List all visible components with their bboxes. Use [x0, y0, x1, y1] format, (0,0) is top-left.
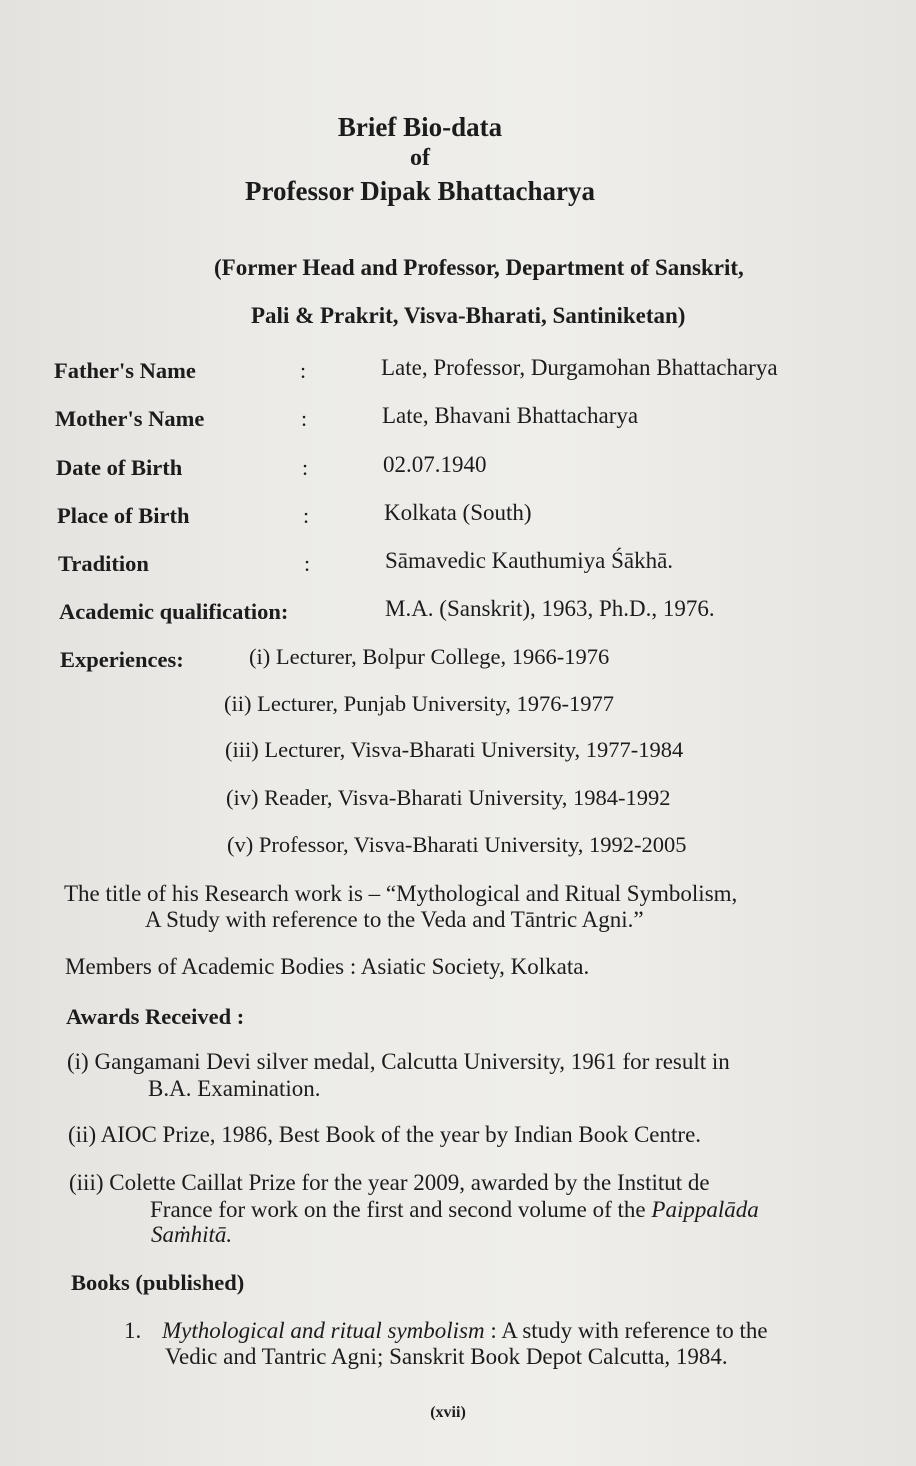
awards-heading: Awards Received :	[66, 1004, 245, 1029]
place-of-birth-colon: :	[303, 503, 310, 528]
book-1-line-2: Vedic and Tantric Agni; Sanskrit Book Depot Calcutta, 1984.	[165, 1344, 728, 1369]
award-3-line-2-italic: Paippalāda	[651, 1197, 759, 1222]
award-3-line-2	[150, 1197, 759, 1223]
title-line-2: of	[410, 145, 430, 171]
date-of-birth-colon: :	[302, 455, 309, 480]
award-2: (ii) AIOC Prize, 1986, Best Book of the year by Indian Book Centre.	[68, 1122, 702, 1147]
affiliation-line-1: (Former Head and Professor, Department of Sanskrit,	[214, 255, 744, 280]
award-3-line-1: (iii) Colette Caillat Prize for the year 2009, awarded by the Institut de	[69, 1170, 710, 1195]
award-1-line-2: B.A. Examination.	[148, 1076, 321, 1101]
book-1-line-1	[162, 1318, 768, 1344]
academic-qualification-value: M.A. (Sanskrit), 1963, Ph.D., 1976.	[385, 596, 715, 621]
page-number: (xvii)	[430, 1404, 466, 1421]
affiliation-line-2: Pali & Prakrit, Visva-Bharati, Santiniketan)	[251, 303, 686, 328]
fathers-name-label: Father's Name	[54, 358, 196, 383]
tradition-label: Tradition	[58, 551, 149, 576]
mothers-name-label: Mother's Name	[55, 406, 205, 431]
tradition-colon: :	[304, 551, 311, 576]
book-1-number: 1.	[124, 1318, 142, 1343]
book-1-title: Mythological and ritual symbolism	[162, 1318, 485, 1343]
mothers-name-colon: :	[301, 406, 308, 431]
members-of-academic-bodies: Members of Academic Bodies : Asiatic Society, Kolkata.	[65, 954, 590, 979]
academic-qualification-label: Academic qualification:	[59, 599, 289, 624]
award-3-line-2-text: France for work on the first and second volume of the	[150, 1197, 652, 1222]
award-3-line-3: Saṁhitā.	[151, 1222, 233, 1247]
experience-item-4: (iv) Reader, Visva-Bharati University, 1984-1992	[226, 785, 671, 810]
date-of-birth-value: 02.07.1940	[383, 452, 487, 477]
tradition-value: Sāmavedic Kauthumiya Śākhā.	[385, 548, 674, 573]
title-line-1: Brief Bio-data	[337, 112, 503, 142]
experience-item-5: (v) Professor, Visva-Bharati University, 1992-2005	[227, 832, 687, 857]
place-of-birth-value: Kolkata (South)	[384, 500, 532, 525]
book-1-subtitle: : A study with reference to the	[484, 1318, 768, 1343]
date-of-birth-label: Date of Birth	[56, 455, 183, 480]
mothers-name-value: Late, Bhavani Bhattacharya	[382, 403, 639, 428]
experience-item-3: (iii) Lecturer, Visva-Bharati University, 1977-1984	[225, 737, 684, 762]
award-1-line-1: (i) Gangamani Devi silver medal, Calcutta University, 1961 for result in	[67, 1049, 730, 1074]
books-heading: Books (published)	[71, 1270, 245, 1295]
place-of-birth-label: Place of Birth	[57, 503, 190, 528]
experience-item-1: (i) Lecturer, Bolpur College, 1966-1976	[249, 644, 610, 669]
title-line-3: Professor Dipak Bhattacharya	[245, 176, 595, 206]
fathers-name-value: Late, Professor, Durgamohan Bhattacharya	[381, 355, 778, 380]
research-line-1: The title of his Research work is – “Mythological and Ritual Symbolism,	[64, 881, 738, 906]
fathers-name-colon: :	[300, 358, 307, 383]
research-line-2: A Study with reference to the Veda and Tāntric Agni.”	[145, 907, 644, 932]
experience-item-2: (ii) Lecturer, Punjab University, 1976-1977	[224, 691, 615, 716]
experiences-label: Experiences:	[60, 647, 184, 672]
